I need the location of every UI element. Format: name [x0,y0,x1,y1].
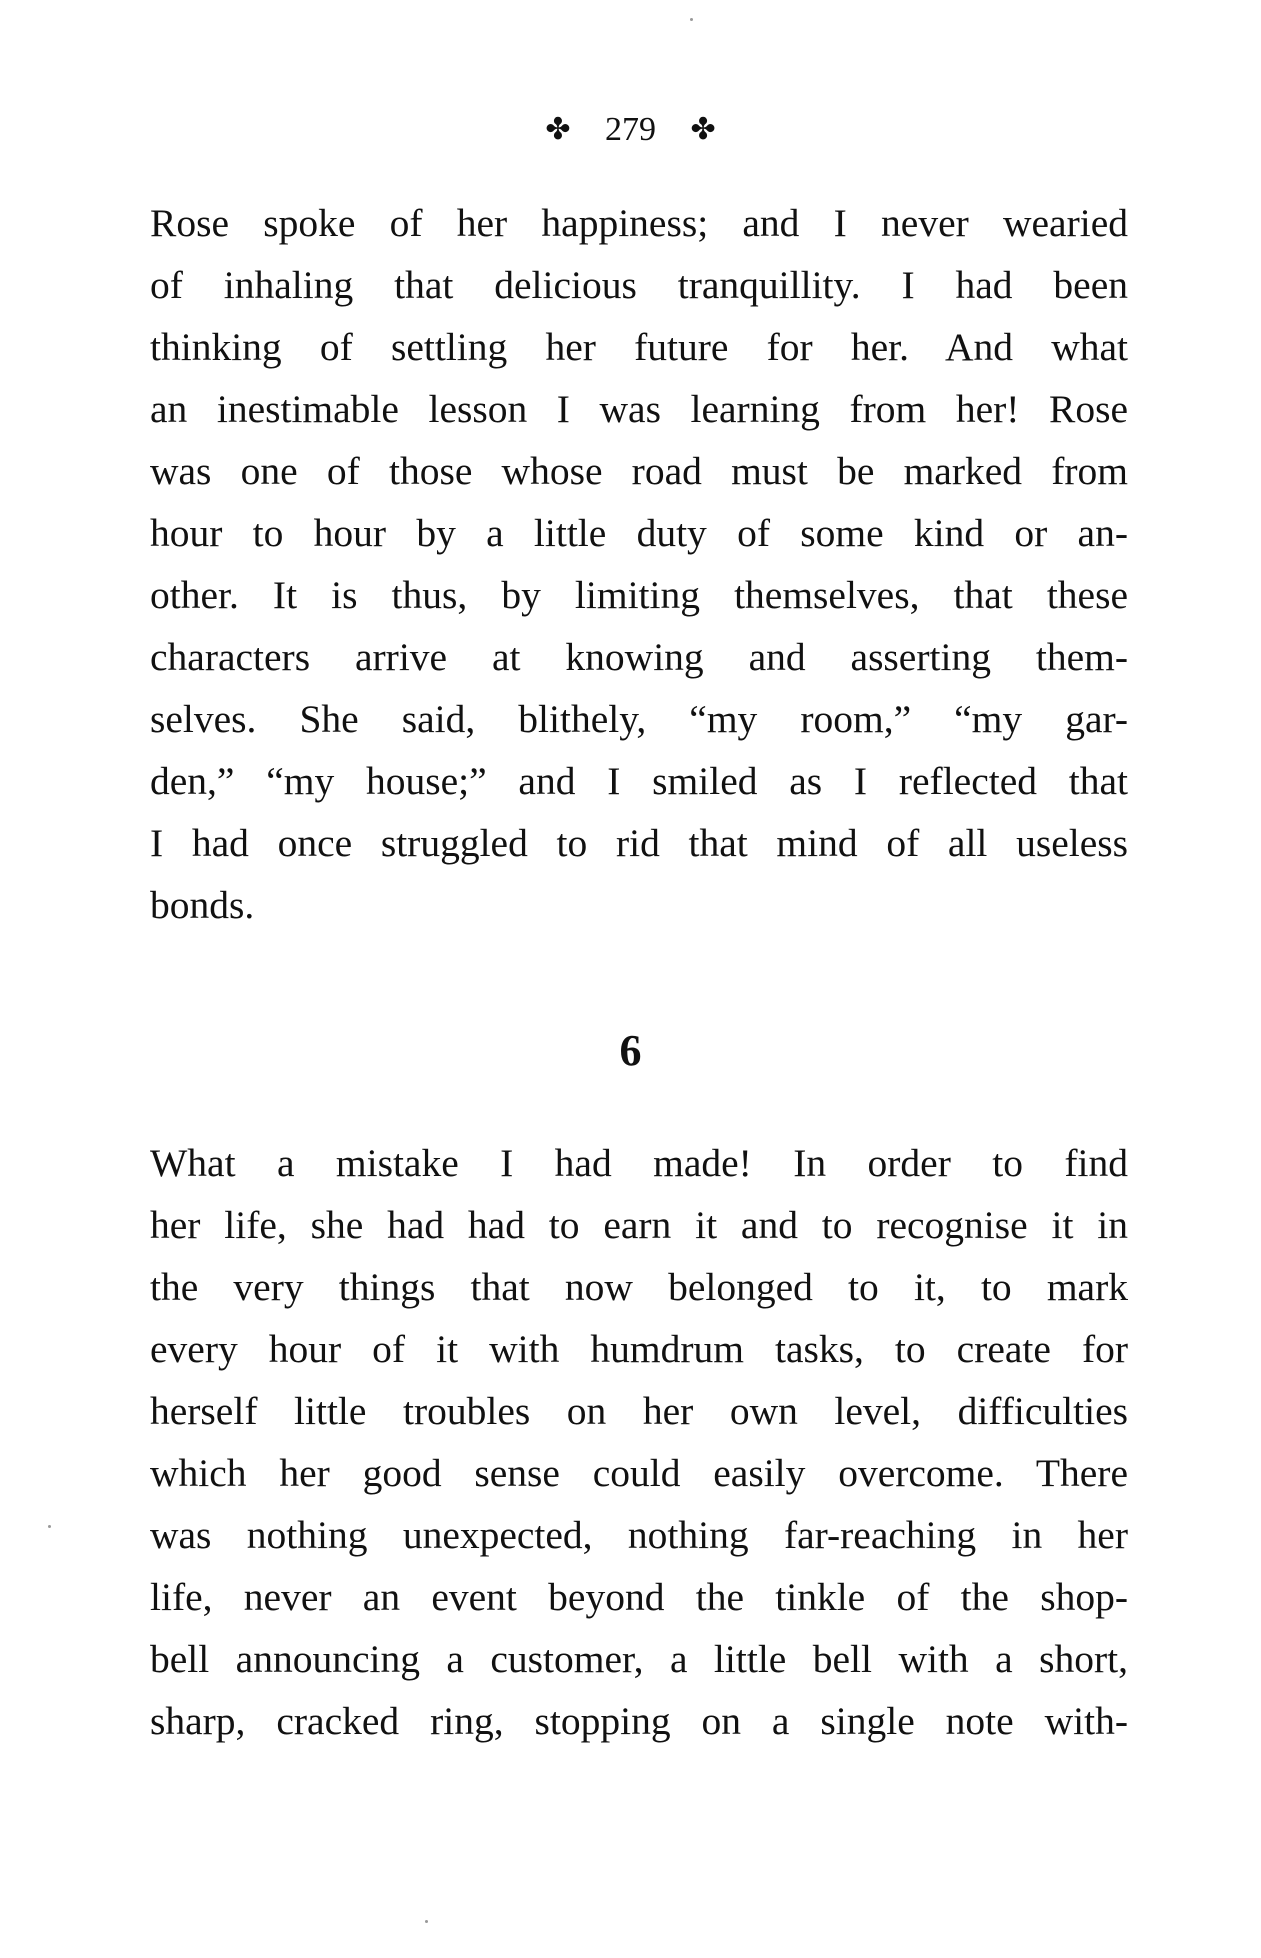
text-line: herself little troubles on her own level, difficulties [150,1389,1128,1433]
text-line: her life, she had had to earn it and to recognise it in [150,1203,1128,1247]
page-header [0,108,1261,150]
text-line: bonds. [150,883,255,927]
text-line: selves. She said, blithely, “my room,” “my gar- [150,697,1128,741]
text-line: which her good sense could easily overcome. There [150,1451,1128,1495]
section-number: 6 [619,1026,642,1075]
text-line: of inhaling that delicious tranquillity. I had been [150,263,1128,307]
text-line: every hour of it with humdrum tasks, to create for [150,1327,1128,1371]
text-line: bell announcing a customer, a little bell with a short, [150,1637,1128,1681]
text-line: I had once struggled to rid that mind of all useless [150,821,1128,865]
text-line: What a mistake I had made! In order to find [150,1141,1128,1185]
text-line: the very things that now belonged to it, to mark [150,1265,1128,1309]
paper-speck [48,1525,51,1528]
paragraph-1 [150,192,1128,936]
page-number: 279 [605,111,656,149]
text-line: was one of those whose road must be marked from [150,449,1128,493]
text-line: sharp, cracked ring, stopping on a single note with- [150,1699,1128,1743]
paper-speck [425,1920,428,1923]
text-line: thinking of settling her future for her. And what [150,325,1128,369]
text-line: was nothing unexpected, nothing far-reaching in her [150,1513,1128,1557]
text-line: Rose spoke of her happiness; and I never wearied [150,201,1128,245]
right-ornament-icon: ✤ [690,113,716,147]
text-line: characters arrive at knowing and asserting them- [150,635,1128,679]
paper-speck [690,18,693,21]
left-ornament-icon: ✤ [545,113,571,147]
text-line: other. It is thus, by limiting themselves, that these [150,573,1128,617]
text-line: hour to hour by a little duty of some kind or an- [150,511,1128,555]
text-line: life, never an event beyond the tinkle of the shop- [150,1575,1128,1619]
paragraph-2 [150,1132,1128,1752]
text-line: den,” “my house;” and I smiled as I reflected that [150,759,1128,803]
text-line: an inestimable lesson I was learning from her! Rose [150,387,1128,431]
